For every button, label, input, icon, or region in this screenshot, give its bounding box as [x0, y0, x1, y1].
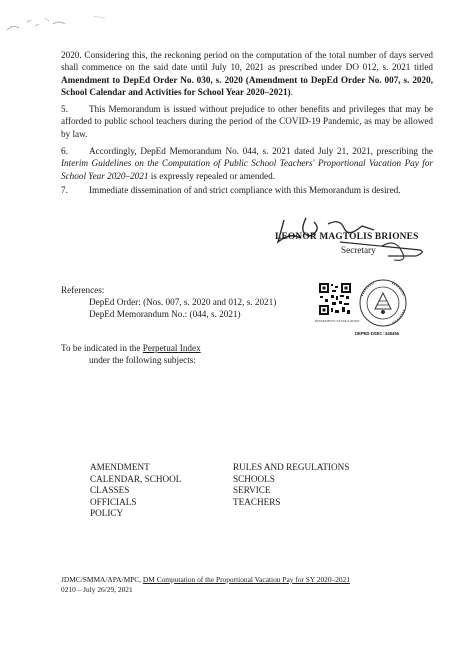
para-6-end: is expressly repealed or amended.: [148, 170, 276, 181]
para-cont-end: .: [290, 87, 293, 98]
footer-initials: JDMC/SMMA/APA/MPC,: [61, 575, 143, 584]
para-5-text: This Memorandum is issued without prejudice to other benefits and privileges that may be afforded to public school teachers during the period of the COVID-19 Pandemic, as may be allowed by law.: [61, 104, 433, 139]
footer-line-1: [61, 575, 350, 585]
paragraph-7: [61, 184, 433, 196]
perpetual-index-note: [61, 342, 201, 366]
subject-item: SERVICE: [233, 485, 271, 496]
subject-item: OFFICIALS: [90, 496, 137, 507]
footer-date-line: 0210 – July 26/29, 2021: [61, 584, 133, 594]
qr-code-icon: [318, 282, 352, 316]
subject-item: AMENDMENT: [90, 462, 150, 472]
interim-guidelines-title: Interim Guidelines on the Computation of Public School Teachers' Proportional Vacation Pay for School Year 2020–2021: [61, 158, 433, 181]
index-text: To be indicated in the: [61, 343, 143, 353]
signatory-name: LEONOR MAGTOLIS BRIONES: [275, 232, 419, 242]
do-title-bold: Amendment to DepEd Order No. 030, s. 2020 (Amendment to DepEd Order No. 007, s. 2020, School Calendar and Activities for School Year 2020–2021): [61, 74, 433, 98]
subject-item: TEACHERS: [233, 496, 281, 507]
paragraph-5: [61, 103, 433, 140]
para-6-number: 6.: [61, 146, 68, 156]
scan-smudge-icon: [5, 12, 115, 38]
para-7-number: 7.: [61, 185, 68, 195]
subject-item: CLASSES: [90, 485, 130, 496]
subject-item: CALENDAR, SCHOOL: [90, 473, 182, 484]
para-5-number: 5.: [61, 104, 68, 114]
seal-code: DEPED-DSEC: 448456: [355, 331, 399, 336]
para-7-text: Immediate dissemination of and strict compliance with this Memorandum is desired.: [89, 185, 401, 195]
subject-item: POLICY: [90, 508, 124, 519]
references-heading: References:: [61, 285, 105, 295]
subject-item: RULES AND REGULATIONS: [233, 462, 350, 472]
document-footer: [61, 575, 350, 594]
qr-caption: DEPARTMENT OF EDUCATION: [314, 319, 360, 323]
footer-doc-title: DM Computation of the Proportional Vacation Pay for SY 2020–2021: [142, 575, 351, 584]
references-section: [61, 284, 276, 320]
para-cont-text: 2020. Considering this, the reckoning period on the computation of the total number of days served shall commence on the said date until July 10, 2021 as prescribed under DO 012, s. 2021 titled: [61, 50, 433, 73]
deped-seal-icon: [358, 278, 408, 328]
signatory-title: Secretary: [341, 245, 376, 255]
perpetual-index-label: Perpetual Index: [142, 343, 201, 353]
paragraph-continuation: [61, 49, 433, 99]
paragraph-6: [61, 145, 433, 182]
subjects-left-column: [90, 462, 181, 520]
subject-item: SCHOOLS: [233, 473, 275, 484]
index-line-1: [61, 342, 201, 354]
reference-item: DepEd Memorandum No.: (044, s. 2021): [89, 309, 241, 319]
index-line-2: under the following subjects:: [89, 355, 196, 365]
para-6-text: Accordingly, DepEd Memorandum No. 044, s. 2021 dated July 21, 2021, prescribing the: [89, 146, 433, 156]
subjects-right-column: [233, 462, 349, 508]
reference-item: DepEd Order: (Nos. 007, s. 2020 and 012, s. 2021): [89, 297, 277, 307]
